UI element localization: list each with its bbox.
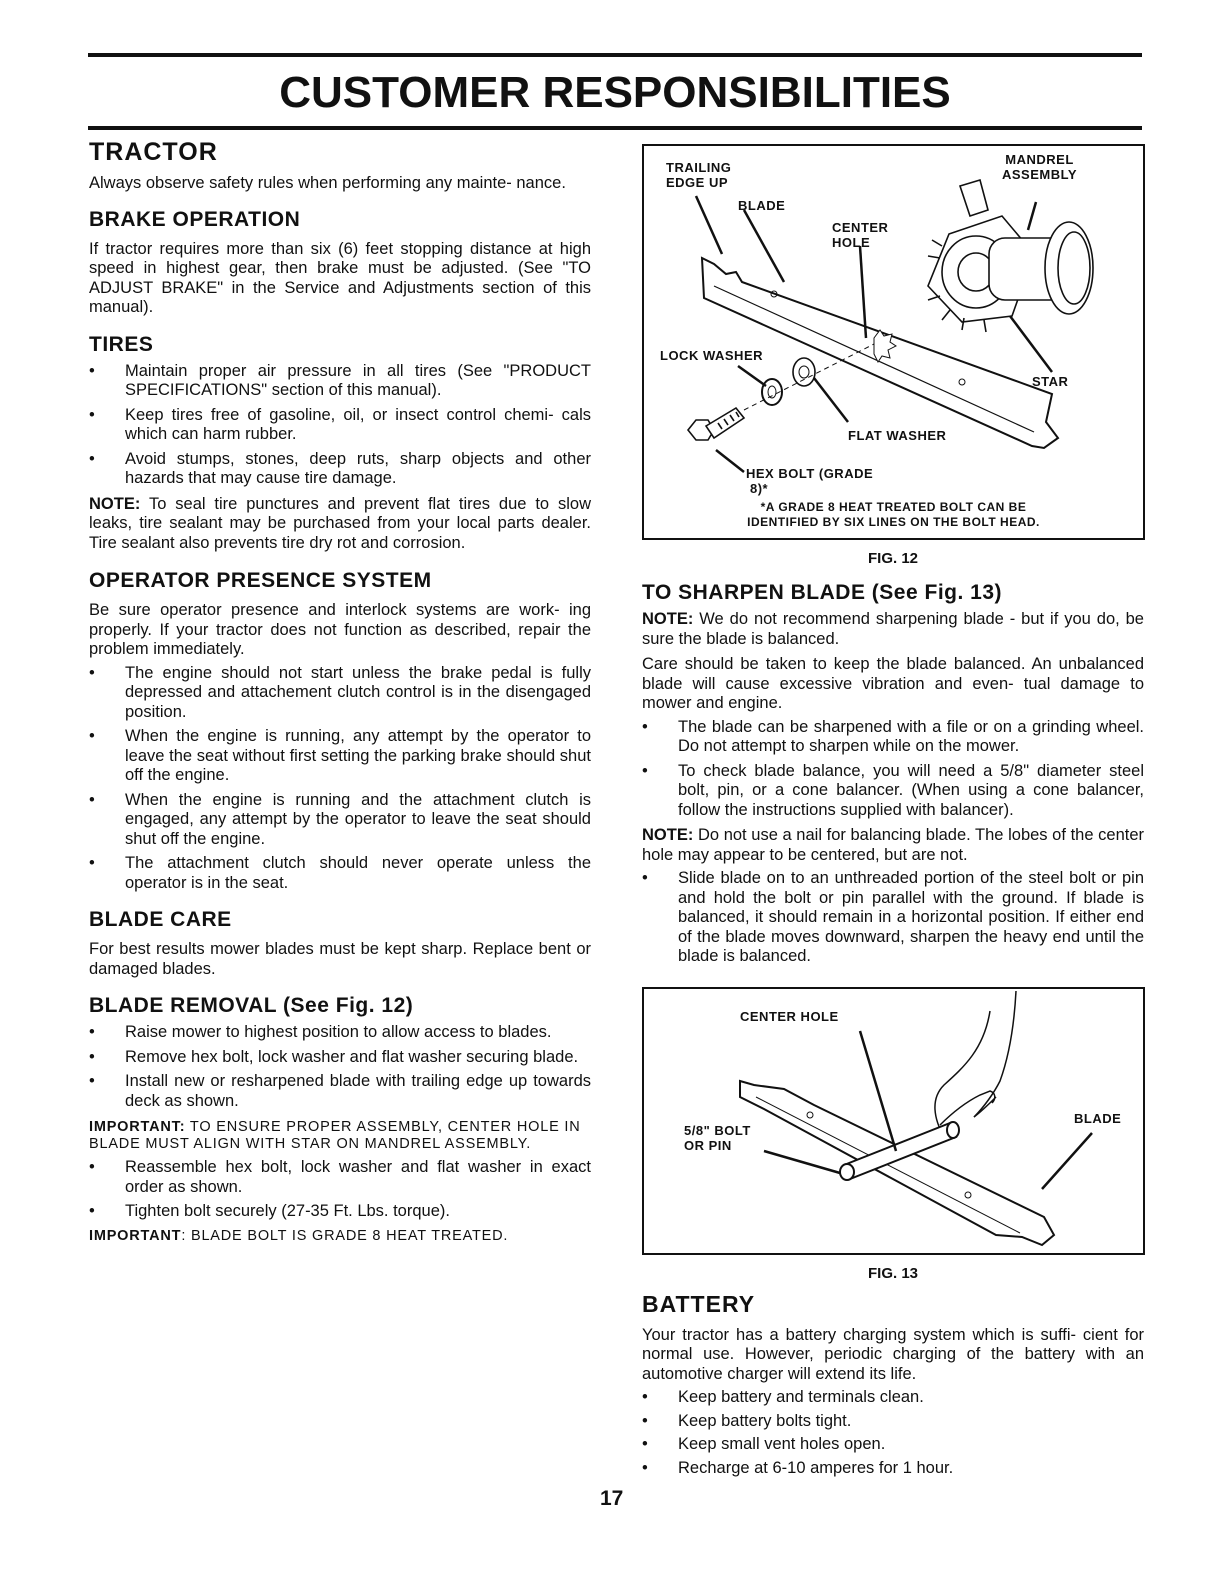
page-number: 17 (600, 1487, 624, 1510)
brake-heading: BRAKE OPERATION (89, 207, 301, 231)
important-label: IMPORTANT: (89, 1119, 186, 1135)
list-item: • Recharge at 6-10 amperes for 1 hour. (642, 1458, 954, 1477)
list-item: • When the engine is running, any attempt by the operator to leave the seat without first setting the parking brake should shut off the engine. (89, 727, 591, 784)
title-underline (88, 126, 1142, 130)
label-blade: BLADE (1074, 1110, 1122, 1126)
label-blade: BLADE (738, 198, 786, 213)
fig12-footnote: *A GRADE 8 HEAT TREATED BOLT CAN BE IDENTIFIED BY SIX LINES ON THE BOLT HEAD. (747, 500, 1040, 529)
list-item: • To check blade balance, you will need a 5/8" diameter steel bolt, pin, or a cone balancer. (When using a cone balancer, follow the instructions supplied with balancer). (642, 761, 1144, 819)
list-item: • Remove hex bolt, lock washer and flat washer securing blade. (89, 1047, 579, 1066)
list-item: • The blade can be sharpened with a file or on a grinding wheel. Do not attempt to sharpen while on the mower. (642, 717, 1144, 755)
blade-removal-heading: BLADE REMOVAL (See Fig. 12) (89, 994, 414, 1017)
list-item: • Reassemble hex bolt, lock washer and flat washer in exact order as shown. (89, 1158, 591, 1196)
label-trailing-edge: TRAILING EDGE UP (666, 160, 732, 190)
list-item: • Avoid stumps, stones, deep ruts, sharp objects and other hazards that may cause tire damage. (89, 449, 591, 487)
note-label: NOTE: (642, 610, 694, 628)
tractor-intro: Always observe safety rules when performing any mainte- nance. (89, 174, 566, 192)
blade-removal-list-2 (89, 1158, 591, 1222)
note-label: NOTE: (642, 826, 694, 844)
label-center-hole: CENTER HOLE (832, 220, 889, 250)
label-bolt-or-pin: 5/8" BOLT OR PIN (684, 1122, 751, 1153)
blade-care-heading: BLADE CARE (89, 908, 232, 931)
sharpen-note-1: NOTE: We do not recommend sharpening blade - but if you do, be sure the blade is balanced. (642, 610, 1144, 648)
list-item: • Slide blade on to an unthreaded portion of the steel bolt or pin and hold the bolt or pin parallel with the ground. If blade is balanced, it should remain in a horizontal position. If either end of the blade moves downward, sharpen the heavy end until the blade is balanced. (642, 869, 1144, 965)
battery-heading: BATTERY (642, 1290, 756, 1317)
important-note-1: IMPORTANT: TO ENSURE PROPER ASSEMBLY, CENTER HOLE IN BLADE MUST ALIGN WITH STAR ON MANDREL ASSEMBLY. (89, 1119, 581, 1152)
blade-shape (740, 1081, 1054, 1245)
tires-note: NOTE: To seal tire punctures and prevent flat tires due to slow leaks, tire sealant may be purchased from your local parts dealer. Tire sealant also prevents tire dry rot and corrosion. (89, 494, 592, 552)
list-item: • Keep small vent holes open. (642, 1435, 886, 1453)
list-item: • Keep tires free of gasoline, oil, or insect control chemi- cals which can harm rubber. (89, 405, 591, 443)
hand-fingers (940, 1091, 996, 1125)
label-mandrel-assembly: MANDREL ASSEMBLY (1002, 152, 1078, 182)
list-item: • Tighten bolt securely (27-35 Ft. Lbs. torque). (89, 1202, 450, 1220)
tires-heading: TIRES (89, 332, 154, 356)
figure-13 (642, 987, 1145, 1255)
sharpen-list (642, 718, 1144, 821)
label-flat-washer: FLAT WASHER (848, 428, 947, 443)
right-column (642, 136, 1144, 1478)
figure-12 (642, 144, 1145, 540)
important-label: IMPORTANT (89, 1227, 182, 1244)
tires-list (89, 362, 591, 489)
blade-removal-illustration (644, 146, 1143, 538)
hex-bolt (688, 408, 744, 440)
list-item: • When the engine is running and the attachment clutch is engaged, any attempt by the operator to leave the seat should shut off the engine. (89, 790, 591, 848)
label-center-hole: CENTER HOLE (740, 1008, 839, 1024)
list-item: • The engine should not start unless the brake pedal is fully depressed and attachement clutch control is in the disengaged position. (89, 663, 591, 721)
list-item: • Keep battery and terminals clean. (642, 1388, 924, 1406)
blade-balance-illustration (644, 989, 1143, 1253)
brake-text: If tractor requires more than six (6) feet stopping distance at high speed in highest gear, then brake must be adjusted. (See "TO ADJUST BRAKE" in the Service and Adjustments section of this manual). (89, 239, 591, 316)
sharpen-list-2 (642, 869, 1144, 967)
blade-care-text: For best results mower blades must be kept sharp. Replace bent or damaged blades. (89, 940, 591, 978)
list-item: • Raise mower to highest position to allow access to blades. (89, 1023, 552, 1041)
mandrel-assembly (928, 180, 1093, 332)
fig12-caption: FIG. 12 (867, 550, 919, 567)
flat-washer (793, 358, 815, 386)
label-star: STAR (1032, 374, 1069, 389)
list-item: • Install new or resharpened blade with trailing edge up towards deck as shown. (89, 1072, 591, 1110)
ops-text: Be sure operator presence and interlock systems are work- ing properly. If your tractor does not function as described, repair the problem immediately. (89, 601, 591, 658)
sharpen-text: Care should be taken to keep the blade balanced. An unbalanced blade will cause excessive vibration and even- tual damage to mower and engine. (642, 655, 1144, 712)
left-column (89, 136, 591, 1244)
sharpen-note-2: NOTE: Do not use a nail for balancing blade. The lobes of the center hole may appear to be centered, but are not. (642, 826, 1144, 864)
note-label: NOTE: (89, 494, 141, 513)
list-item: • Keep battery bolts tight. (642, 1411, 852, 1430)
fig13-caption: FIG. 13 (867, 1264, 919, 1282)
top-rule (88, 53, 1142, 57)
label-lock-washer: LOCK WASHER (660, 348, 763, 363)
list-item: • The attachment clutch should never operate unless the operator is in the seat. (89, 854, 591, 892)
list-item: • Maintain proper air pressure in all tires (See "PRODUCT SPECIFICATIONS" section of this manual). (89, 361, 591, 399)
important-note-2: IMPORTANT: BLADE BOLT IS GRADE 8 HEAT TREATED. (89, 1227, 509, 1244)
ops-heading: OPERATOR PRESENCE SYSTEM (89, 569, 432, 592)
blade-removal-list (89, 1023, 591, 1111)
label-hex-bolt: HEX BOLT (GRADE 8)* (746, 466, 874, 496)
page-title: CUSTOMER RESPONSIBILITIES (279, 68, 951, 117)
battery-list (642, 1388, 1144, 1478)
battery-text: Your tractor has a battery charging system which is suffi- cient for normal use. However, periodic charging of the battery with an automotive charger will extend its life. (642, 1325, 1144, 1383)
sharpen-heading: TO SHARPEN BLADE (See Fig. 13) (642, 581, 1003, 604)
ops-list (89, 664, 591, 894)
tractor-heading: TRACTOR (89, 138, 218, 166)
